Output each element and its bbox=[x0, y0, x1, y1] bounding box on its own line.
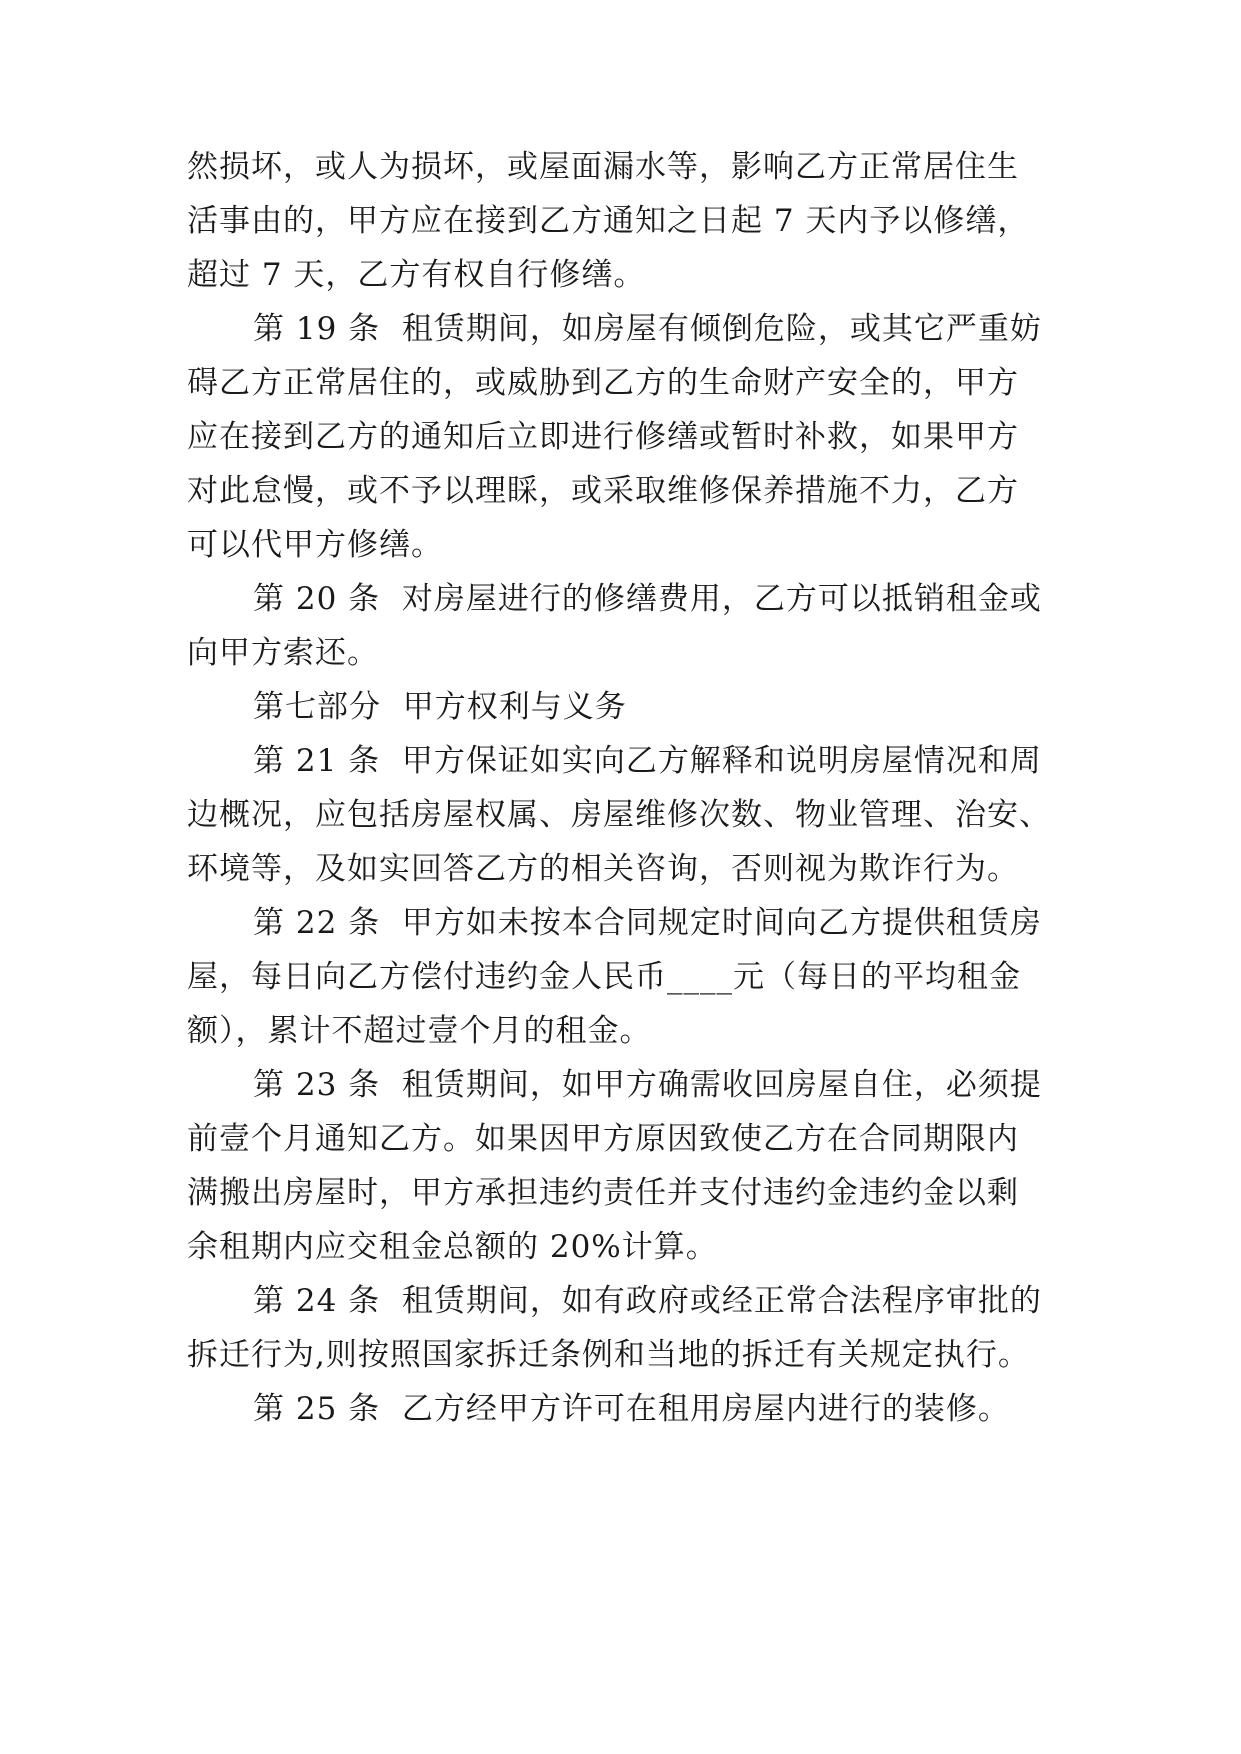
text-line: 可以代甲方修缮。 bbox=[187, 527, 443, 563]
text-line: 满搬出房屋时，甲方承担违约责任并支付违约金违约金以剩 bbox=[187, 1175, 1019, 1211]
text-line: 然损坏，或人为损坏，或屋面漏水等，影响乙方正常居住生 bbox=[187, 149, 1019, 185]
article-24-heading: 第 24 条 租赁期间，如有政府或经正常合法程序审批的 bbox=[253, 1283, 1042, 1319]
text-line: 拆迁行为,则按照国家拆迁条例和当地的拆迁有关规定执行。 bbox=[187, 1337, 1030, 1373]
text-line: 活事由的，甲方应在接到乙方通知之日起 7 天内予以修缮， bbox=[187, 203, 1030, 239]
text-line: 对此怠慢，或不予以理睬，或采取维修保养措施不力，乙方 bbox=[187, 473, 1019, 509]
text-line: 超过 7 天，乙方有权自行修缮。 bbox=[187, 257, 646, 293]
text-line: 环境等，及如实回答乙方的相关咨询，否则视为欺诈行为。 bbox=[187, 851, 1019, 887]
article-20-heading: 第 20 条 对房屋进行的修缮费用，乙方可以抵销租金或 bbox=[253, 581, 1042, 617]
text-line: 碍乙方正常居住的，或威胁到乙方的生命财产安全的，甲方 bbox=[187, 365, 1019, 401]
article-25-heading: 第 25 条 乙方经甲方许可在租用房屋内进行的装修。 bbox=[253, 1391, 1010, 1427]
text-line: 应在接到乙方的通知后立即进行修缮或暂时补救，如果甲方 bbox=[187, 419, 1019, 455]
text-line: 边概况，应包括房屋权属、房屋维修次数、物业管理、治安、 bbox=[187, 797, 1051, 833]
text-line: 前壹个月通知乙方。如果因甲方原因致使乙方在合同期限内 bbox=[187, 1121, 1019, 1157]
text-line: 余租期内应交租金总额的 20%计算。 bbox=[187, 1229, 718, 1265]
article-23-heading: 第 23 条 租赁期间，如甲方确需收回房屋自住，必须提 bbox=[253, 1067, 1042, 1103]
text-line: 向甲方索还。 bbox=[187, 635, 379, 671]
text-line: 屋，每日向乙方偿付违约金人民币____元（每日的平均租金 bbox=[187, 959, 1021, 995]
section-7-heading: 第七部分 甲方权利与义务 bbox=[253, 689, 627, 725]
text-line: 额），累计不超过壹个月的租金。 bbox=[187, 1013, 652, 1049]
article-19-heading: 第 19 条 租赁期间，如房屋有倾倒危险，或其它严重妨 bbox=[253, 311, 1042, 347]
article-22-heading: 第 22 条 甲方如未按本合同规定时间向乙方提供租赁房 bbox=[253, 905, 1042, 941]
article-21-heading: 第 21 条 甲方保证如实向乙方解释和说明房屋情况和周 bbox=[253, 743, 1042, 779]
